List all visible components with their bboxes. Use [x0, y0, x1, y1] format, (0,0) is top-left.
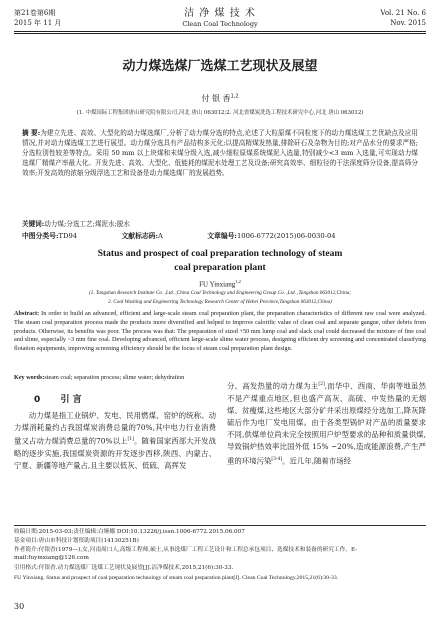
citation: [3-4] [271, 456, 283, 462]
author-cn-affil-mark: 1,2 [230, 93, 239, 100]
paper-title-en-line1: Status and prospect of coal preparation technology of steam [97, 248, 343, 259]
body-paragraph [227, 379, 426, 467]
footnote-received: 收稿日期:2015-03-03;责任编辑:白娅娜 DOI:10.13226/j.issn.1006-6772.2015.06.007 [14, 529, 245, 535]
body-text: 动力煤是指工业锅炉、发电、民用燃煤、窑炉的统称。动力煤消耗量约占我国煤炭消费总量的70%,其中电力行业消费量又占动力煤消费总量的70%以上 [14, 411, 216, 446]
author-cn [0, 93, 440, 104]
section-number: 0 [34, 395, 41, 405]
journal-title-cn: 洁 净 煤 技 术 [184, 8, 256, 19]
body-paragraph [14, 410, 216, 472]
keywords-en-text: steam coal; separation process; slime water; dehydration [44, 374, 185, 381]
header-rule-thin [14, 33, 426, 34]
footnote-author-bio: 作者简介:付银香(1979—),女,河南周口人,高级工程师,硕士,从事选煤厂工程工艺设计和工程总承包项目、选煤技术和装备的研究工作。E-mail:fuyinxiang@126.com [14, 547, 358, 562]
citation: [1] [127, 437, 134, 443]
affiliation-en-2: 2. Coal Washing and Engineering Technology Research Center of Hebei Province,Tangshan 063012,China) [108, 299, 332, 305]
doc-code-label: 文献标志码: [121, 232, 158, 240]
footnote-citation-en: FU Yinxiang. Status and prospect of coal preparation technology of steam coal preparation plant[J]. Clean Coal Technology,2015,21(6):30-33. [14, 575, 339, 581]
author-en-affil-mark: 1,2 [235, 279, 241, 284]
keywords-cn [22, 219, 418, 229]
author-cn-name: 付 银 香 [201, 94, 231, 103]
article-no-label: 文章编号: [207, 232, 237, 240]
abstract-en-text: In order to build an advanced, efficient and large-scale steam coal preparation plant, the preparation characteristics of different raw coal were analyzed. The steam coal preparation process made the products more diversified and helped to improve calorific value of clean coal and separate gangue, other debris from products. Otherwise, its benefits was poor. The process was that: The preparation of sized +50 mm lump coal and slack coal could decreased the mixture of fine coal and slime, especially ~3 mm fine coal. Developing advanced, efficient large-scale slime water process, designing efficient dry screening and concentrated classifying flotation equipments, improving screening efficiency should be the focus of steam coal preparation plant design. [14, 310, 427, 353]
journal-title-en: Clean Coal Technology [182, 20, 258, 28]
footnote-citation-cn: 引用格式:付银香.动力煤选煤厂选煤工艺现状及展望[J].洁净煤技术,2015,21(6):30-33. [14, 565, 234, 571]
date-right: Nov. 2015 [390, 19, 426, 27]
section-title: 引 言 [60, 395, 82, 405]
body-text: 。近几年,随着市场经 [282, 456, 351, 466]
paper-title-cn: 动力煤选煤厂选煤工艺现状及展望 [122, 59, 318, 74]
clc-value: TD94 [58, 232, 78, 240]
abstract-en-label: Abstract: [14, 310, 40, 317]
author-en-name: FU Yinxiang [199, 280, 236, 289]
header-rule [14, 31, 426, 32]
author-en [0, 279, 440, 288]
article-no-value: 1006-6772(2015)06-0030-04 [236, 232, 336, 240]
abstract-cn-label: 摘 要: [22, 129, 41, 137]
abstract-cn-text: 为建立先进、高效、大型化的动力煤选煤厂,分析了动力煤分选的特点,论述了大粒原煤不同粒度下的动力煤选煤工艺优缺点及应用情况,并对动力煤选煤工艺进行展望。动力煤分选具有产品结构多元化;以提高精煤发热量,排除矸石及杂物为目的;对产品水分的要求严格;分选粒别性较差等特点。采用 50 mm 以上块煤和末煤分级入选,减少细粒原煤系统煤泥入选量,特别减少<3 mm 入选量,可实现动力煤选煤厂精煤产率最大化。开发先进、高效、大型化、低能耗的煤泥水处理工艺及设备;研究高效率、细粒径的干法深度筛分设备,提高筛分效率;开发高效的浓缩分级浮选工艺和设备是动力煤选煤厂的发展趋势。 [22, 129, 418, 177]
volume-issue-right: Vol. 21 No. 6 [380, 9, 426, 17]
body-column-left [14, 410, 216, 472]
clc-label: 中图分类号: [22, 232, 59, 240]
affiliation-en-1: (1. Tangshan Research Institute Co. ,Ltd. ,China Coal Technology and Engineering Group Co. ,Ltd. ,Tangshan 063012,China; [88, 290, 352, 296]
keywords-en-label: Key words: [14, 374, 45, 381]
keywords-cn-label: 关键词: [22, 220, 45, 228]
body-column-right [227, 379, 426, 467]
page-number: 30 [14, 602, 25, 611]
footnote-rule [14, 525, 426, 526]
classification-line [22, 231, 418, 241]
body-text: 。随着国家西部大开发战略的逐步实施,我国煤炭资源的开发逐步西移,陕西、内蒙古、宁夏、新疆等地产量占,且主要以低灰、低硫、高挥发 [14, 436, 216, 471]
abstract-en [14, 310, 426, 354]
paper-title-en-line2: coal preparation plant [174, 262, 266, 273]
affiliation-cn: (1. 中煤国际工程集团唐山研究院有限公司,河北 唐山 063012;2. 河北省煤炭洗选工程技术研究中心,河北 唐山 063012) [76, 110, 364, 116]
keywords-cn-text: 动力煤;分选工艺;煤泥水;脱水 [44, 220, 131, 228]
body-text: 分、高发热量的动力煤为主 [227, 381, 319, 391]
citation: [2] [318, 382, 325, 387]
footnote-funding: 基金项目:唐山市科技计划资助项目(14130251B) [14, 538, 139, 544]
volume-issue-left: 第21卷第6期 [14, 9, 56, 17]
body-text: ,而华中、西南、华南等地虽然不是产煤重点地区,但也盛产高灰、高硫、中发热量的无烟煤、贫瘦煤,这些地区大部分矿井采出原煤经分选加工,降灰降硫后作为电厂发电用煤。由于各类型锅炉对产品的质量要求不同,供煤单位尚未完全按照用户炉型要求的品种和质量供煤,导致锅炉热效率比国外低 15% ~20%,造成能源浪费,产生严重的环境污染 [227, 381, 426, 466]
date-left: 2015 年 11 月 [14, 19, 62, 27]
section-heading [34, 392, 82, 405]
abstract-cn [22, 128, 418, 178]
doc-code-value: A [157, 232, 163, 240]
